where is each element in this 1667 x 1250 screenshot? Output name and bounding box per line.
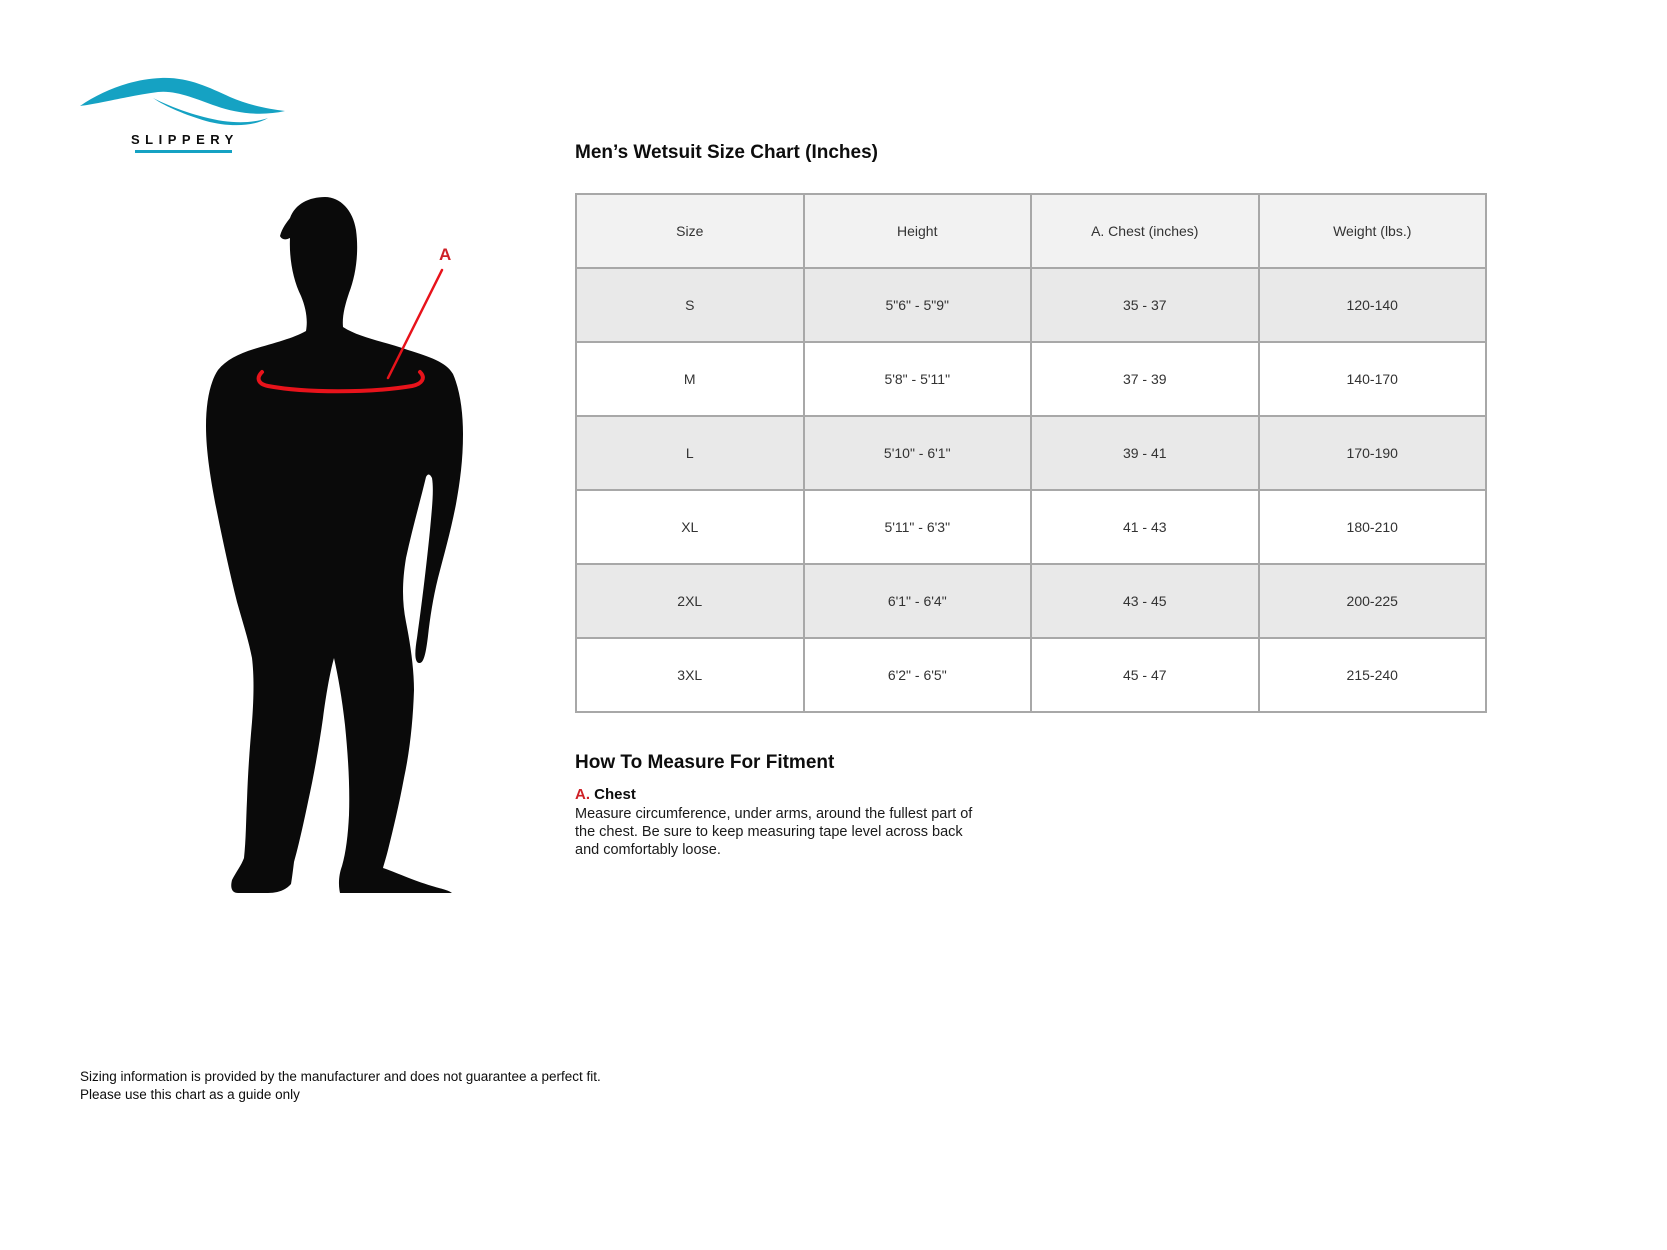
cell-weight: 200-225 bbox=[1259, 564, 1487, 638]
header-cell-chest: A. Chest (inches) bbox=[1031, 194, 1259, 268]
measure-item-name: Chest bbox=[594, 786, 636, 803]
cell-height: 5'11" - 6'3" bbox=[804, 490, 1032, 564]
cell-chest: 41 - 43 bbox=[1031, 490, 1259, 564]
cell-chest: 39 - 41 bbox=[1031, 416, 1259, 490]
measure-description: Measure circumference, under arms, around the fullest part of the chest. Be sure to keep measuring tape level across back and comfortably loose. bbox=[575, 806, 973, 859]
brand-name: SLIPPERY bbox=[131, 132, 239, 147]
wave-swoosh-icon bbox=[78, 76, 288, 126]
cell-weight: 180-210 bbox=[1259, 490, 1487, 564]
cell-weight: 140-170 bbox=[1259, 342, 1487, 416]
cell-chest: 45 - 47 bbox=[1031, 638, 1259, 712]
cell-size: 3XL bbox=[576, 638, 804, 712]
cell-chest: 35 - 37 bbox=[1031, 268, 1259, 342]
size-chart-table-wrap bbox=[575, 193, 1487, 713]
cell-weight: 170-190 bbox=[1259, 416, 1487, 490]
measure-item-chest bbox=[575, 786, 977, 803]
cell-height: 6'2" - 6'5" bbox=[804, 638, 1032, 712]
cell-size: M bbox=[576, 342, 804, 416]
size-chart-table bbox=[575, 193, 1487, 713]
cell-size: L bbox=[576, 416, 804, 490]
cell-size: 2XL bbox=[576, 564, 804, 638]
cell-height: 5"6" - 5"9" bbox=[804, 268, 1032, 342]
cell-weight: 120-140 bbox=[1259, 268, 1487, 342]
cell-height: 6'1" - 6'4" bbox=[804, 564, 1032, 638]
footer-line-1: Sizing information is provided by the manufacturer and does not guarantee a perfect fit. bbox=[80, 1069, 601, 1084]
cell-weight: 215-240 bbox=[1259, 638, 1487, 712]
cell-size: XL bbox=[576, 490, 804, 564]
header-cell-size: Size bbox=[576, 194, 804, 268]
table-row-s bbox=[576, 268, 1486, 342]
cell-height: 5'8" - 5'11" bbox=[804, 342, 1032, 416]
measure-item-label: A. bbox=[575, 786, 590, 803]
table-row-m bbox=[576, 342, 1486, 416]
table-header-row bbox=[576, 194, 1486, 268]
chest-label-a: A bbox=[439, 245, 452, 264]
table-row-3xl bbox=[576, 638, 1486, 712]
table-row-l bbox=[576, 416, 1486, 490]
cell-chest: 43 - 45 bbox=[1031, 564, 1259, 638]
header-cell-weight: Weight (lbs.) bbox=[1259, 194, 1487, 268]
silhouette-body bbox=[206, 197, 463, 893]
brand-logo bbox=[78, 76, 298, 153]
table-row-2xl bbox=[576, 564, 1486, 638]
size-chart-title: Men’s Wetsuit Size Chart (Inches) bbox=[575, 142, 878, 163]
table-row-xl bbox=[576, 490, 1486, 564]
footer-disclaimer bbox=[80, 1068, 601, 1104]
brand-underline bbox=[135, 150, 232, 153]
male-silhouette-figure bbox=[190, 190, 470, 900]
cell-height: 5'10" - 6'1" bbox=[804, 416, 1032, 490]
header-cell-height: Height bbox=[804, 194, 1032, 268]
footer-line-2: Please use this chart as a guide only bbox=[80, 1087, 300, 1103]
cell-chest: 37 - 39 bbox=[1031, 342, 1259, 416]
cell-size: S bbox=[576, 268, 804, 342]
measure-section bbox=[575, 752, 977, 859]
measure-heading: How To Measure For Fitment bbox=[575, 752, 835, 773]
